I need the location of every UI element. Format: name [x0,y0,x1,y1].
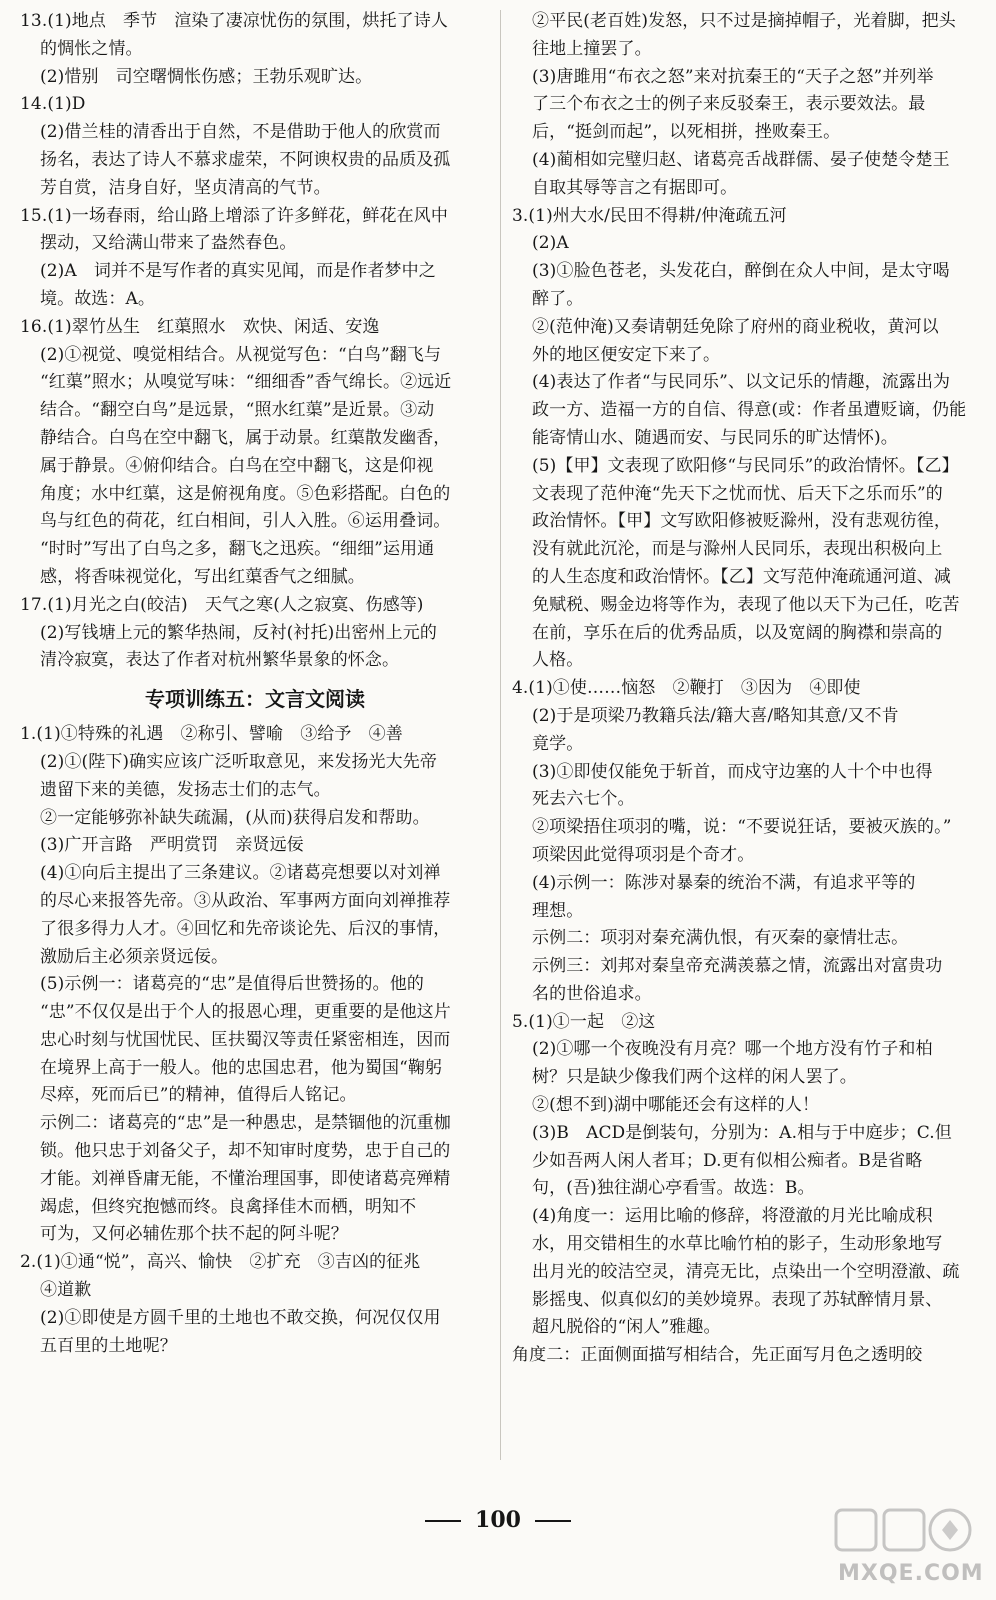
left-column-top-block [20,8,490,675]
left-column [20,8,490,1360]
answer-line: 结合。“翻空白鸟”是远景，“照水红蕖”是近景。③动 [40,400,435,421]
answer-line: 15.(1)一场春雨，给山路上增添了许多鲜花，鲜花在风中 [20,205,448,226]
answer-line: 感，将香味视觉化，写出红蕖香气之细腻。 [40,566,365,587]
answer-line: 后，“挺剑而起”，以死相拼，挫败秦王。 [532,122,841,143]
answer-line: ②项梁捂住项羽的嘴，说：“不要说狂话，要被灭族的。” [532,817,952,838]
answer-line: 角度；水中红蕖，这是俯视角度。⑤色彩搭配。白色的 [40,483,451,504]
answer-line: 超凡脱俗的“闲人”雅趣。 [532,1317,721,1338]
answer-line: 示例二：项羽对秦充满仇恨，有灭秦的豪情壮志。 [532,928,909,949]
answer-line: 17.(1)月光之白(皎洁) 天气之寒(人之寂寞、伤感等) [20,594,424,615]
answer-line: 政治情怀。【甲】文写欧阳修被贬滁州，没有悲观彷徨， [532,511,951,532]
answer-line: 名的世俗追求。 [532,983,652,1004]
answer-line: 鸟与红色的荷花，红白相间，引人入胜。⑥运用叠词。 [40,511,451,532]
answer-stamp-logo-icon [832,1504,982,1564]
answer-line: (3)①脸色苍老，头发花白，醉倒在众人中间，是太守喝 [532,261,950,282]
answer-line: 13.(1)地点 季节 渲染了凄凉忧伤的氛围，烘托了诗人 [20,11,448,31]
answer-line: 的尽心来报答先帝。③从政治、军事两方面向刘禅推荐 [40,890,451,911]
watermark-logo [832,1504,982,1590]
answer-line: 16.(1)翠竹丛生 红蕖照水 欢快、闲适、安逸 [20,316,380,337]
answer-line: 文表现了范仲淹“先天下之忧而忧、后天下之乐而乐”的 [532,483,943,504]
answer-line: 了三个布衣之士的例子来反驳秦王，表示要效法。最 [532,94,926,115]
left-column-bottom-block [20,721,490,1360]
answer-line: 句，(吾)独往湖心亭看雪。故选：B。 [532,1178,815,1199]
answer-line: 死去六七个。 [532,789,635,810]
answer-line: 水，用交错相生的水草比喻竹柏的影子，生动形象地写 [532,1234,943,1255]
answer-line: 示例二：诸葛亮的“忠”是一种愚忠，是禁锢他的沉重枷 [40,1113,451,1134]
answer-line: (4)示例一：陈涉对暴秦的统治不满，有追求平等的 [532,872,916,893]
answer-line: 忠心时刻与忧国忧民、匡扶蜀汉等责任紧密相连，因而 [40,1029,451,1050]
answer-line: 尽瘁，死而后已”的精神，值得后人铭记。 [40,1085,357,1106]
answer-line: 摆动，又给满山带来了盎然春色。 [40,233,297,254]
answer-line: 5.(1)①一起 ②这 [512,1011,656,1032]
answer-line: (4)蔺相如完璧归赵、诸葛亮舌战群儒、晏子使楚令楚王 [532,149,950,170]
answer-line: ②平民(老百姓)发怒，只不过是摘掉帽子，光着脚，把头 [532,11,956,31]
answer-line: “时时”写出了白鸟之多，翻飞之迅疾。“细细”运用通 [40,539,435,560]
answer-line: 属于静景。④俯仰结合。白鸟在空中翻飞，这是仰视 [40,455,434,476]
answer-line: (3)唐雎用“布衣之怒”来对抗秦王的“天子之怒”并列举 [532,66,934,87]
answer-line: 4.(1)①使……恼怒 ②鞭打 ③因为 ④即使 [512,678,861,699]
answer-line: 清冷寂寞，表达了作者对杭州繁华景象的怀念。 [40,650,400,671]
page-number-right-dash [535,1520,571,1522]
answer-line: 自取其辱等言之有据即可。 [532,177,738,198]
answer-line: (2)①(陛下)确实应该广泛听取意见，来发扬光大先帝 [40,751,437,772]
answer-line: (2)写钱塘上元的繁华热闹，反衬(衬托)出密州上元的 [40,622,437,643]
answer-line: 遗留下来的美德，发扬志士们的志气。 [40,779,331,800]
answer-line: 在境界上高于一般人。他的忠国忠君，他为蜀国“鞠躬 [40,1057,443,1078]
answer-line: ②一定能够弥补缺失疏漏，(从而)获得启发和帮助。 [40,807,430,828]
answer-line: 外的地区便安定下来了。 [532,344,721,365]
answer-line: ④道歉 [40,1280,92,1301]
answer-line: 醉了。 [532,288,584,309]
answer-line: (2)①视觉、嗅觉相结合。从视觉写色：“白鸟”翻飞与 [40,344,442,365]
answer-line: 示例三：刘邦对秦皇帝充满羡慕之情，流露出对富贵功 [532,956,943,977]
answer-line: 树？只是缺少像我们两个这样的闲人罢了。 [532,1067,857,1088]
answer-line: 项梁因此觉得项羽是个奇才。 [532,844,755,865]
right-column-block [512,8,982,1370]
page-number-left-dash [425,1520,461,1522]
answer-line: 静结合。白鸟在空中翻飞，属于动景。红蕖散发幽香， [40,427,451,448]
answer-line: 激励后主必须亲贤远佞。 [40,946,229,967]
answer-line: 了很多得力人才。④回忆和先帝谈论先、后汉的事情， [40,918,451,939]
answer-line: (3)①即使仅能免于斩首，而戍守边塞的人十个中也得 [532,761,933,782]
answer-line: 理想。 [532,900,584,921]
answer-line: 往地上撞罢了。 [532,38,652,59]
answer-line: 的人生态度和政治情怀。【乙】文写范仲淹疏通河道、减 [532,566,951,587]
right-column [512,8,982,1370]
answer-line: 免赋税、赐金边将等作为，表现了他以天下为己任，吃苦 [532,594,960,615]
answer-line: (2)借兰桂的清香出于自然，不是借助于他人的欣赏而 [40,122,441,143]
answer-line: 的惆怅之情。 [40,38,143,59]
answer-line: (2)于是项梁乃教籍兵法/籍大喜/略知其意/又不肯 [532,705,899,726]
answer-line: 境。故选：A。 [40,288,155,309]
answer-line: 2.(1)①通“悦”，高兴、愉快 ②扩充 ③吉凶的征兆 [20,1252,421,1273]
answer-line: 政一方、造福一方的自信、得意(或：作者虽遭贬谪，仍能 [532,400,967,421]
answer-line: 才能。刘禅昏庸无能，不懂治理国事，即使诸葛亮殚精 [40,1168,451,1189]
answer-line: (5)示例一：诸葛亮的“忠”是值得后世赞扬的。他的 [40,974,424,995]
answer-line: 3.(1)州大水/民田不得耕/仲淹疏五河 [512,205,787,226]
answer-line: (4)①向后主提出了三条建议。②诸葛亮想要以对刘禅 [40,863,441,884]
answer-line: 人格。 [532,650,584,671]
answer-line: 出月光的皎洁空灵，清亮无比，点染出一个空明澄澈、疏 [532,1261,960,1282]
answer-line: (2)①哪一个夜晚没有月亮？哪一个地方没有竹子和柏 [532,1039,933,1060]
answer-line: 扬名，表达了诗人不慕求虚荣，不阿谀权贵的品质及孤 [40,149,451,170]
answer-line: 没有就此沉沦，而是与滁州人民同乐，表现出积极向上 [532,539,943,560]
answer-line: (3)B ACD是倒装句，分别为：A.相与于中庭步；C.但 [532,1122,952,1143]
answer-line: “红蕖”照水；从嗅觉写味：“细细香”香气绵长。②远近 [40,372,452,393]
page-number-text: 100 [475,1507,521,1533]
answer-line: (2)惜别 司空曙惆怅伤感；王勃乐观旷达。 [40,66,373,87]
answer-line: 在前，享乐在后的优秀品质，以及宽阔的胸襟和崇高的 [532,622,943,643]
answer-line: 竭虑，但终究抱憾而终。良禽择佳木而栖，明知不 [40,1196,417,1217]
column-divider [500,10,501,1460]
answer-line: (3)广开言路 严明赏罚 亲贤远佞 [40,835,304,856]
answer-line: ②(范仲淹)又奏请朝廷免除了府州的商业税收，黄河以 [532,316,939,337]
answer-line: 可为，又何必辅佐那个扶不起的阿斗呢？ [40,1224,348,1245]
answer-line: ②(想不到)湖中哪能还会有这样的人！ [532,1095,820,1116]
answer-line: 锁。他只忠于刘备父子，却不知审时度势，忠于自己的 [40,1141,451,1162]
answer-line: 影摇曳、似真似幻的美妙境界。表现了苏轼醉情月景、 [532,1289,943,1310]
answer-line: 14.(1)D [20,94,86,115]
answer-line: “忠”不仅仅是出于个人的报恩心理，更重要的是他这片 [40,1002,451,1023]
answer-line: (2)A 词并不是写作者的真实见闻，而是作者梦中之 [40,261,436,282]
answer-line: (5)【甲】文表现了欧阳修“与民同乐”的政治情怀。【乙】 [532,455,959,476]
answer-line: (2)①即使是方圆千里的土地也不敢交换，何况仅仅用 [40,1307,441,1328]
answer-line: (4)角度一：运用比喻的修辞，将澄澈的月光比喻成积 [532,1206,933,1227]
answer-line: 1.(1)①特殊的礼遇 ②称引、譬喻 ③给予 ④善 [20,724,403,745]
answer-line: 五百里的土地呢？ [40,1335,177,1356]
answer-line: 芳自赏，洁身自好，坚贞清高的气节。 [40,177,331,198]
section-title: 专项训练五：文言文阅读 [145,687,365,712]
answer-line: (4)表达了作者“与民同乐”、以文记乐的情趣，流露出为 [532,372,951,393]
watermark-text: MXQE.COM [838,1561,984,1586]
answer-line: 角度二：正面侧面描写相结合，先正面写月色之透明皎 [512,1345,923,1366]
answer-line: 少如吾两人闲人者耳；D.更有似相公痴者。B是省略 [532,1150,923,1171]
answer-line: 竟学。 [532,733,584,754]
answer-line: 能寄情山水、随遇而安、与民同乐的旷达情怀)。 [532,427,898,448]
answer-line: (2)A [532,233,569,254]
